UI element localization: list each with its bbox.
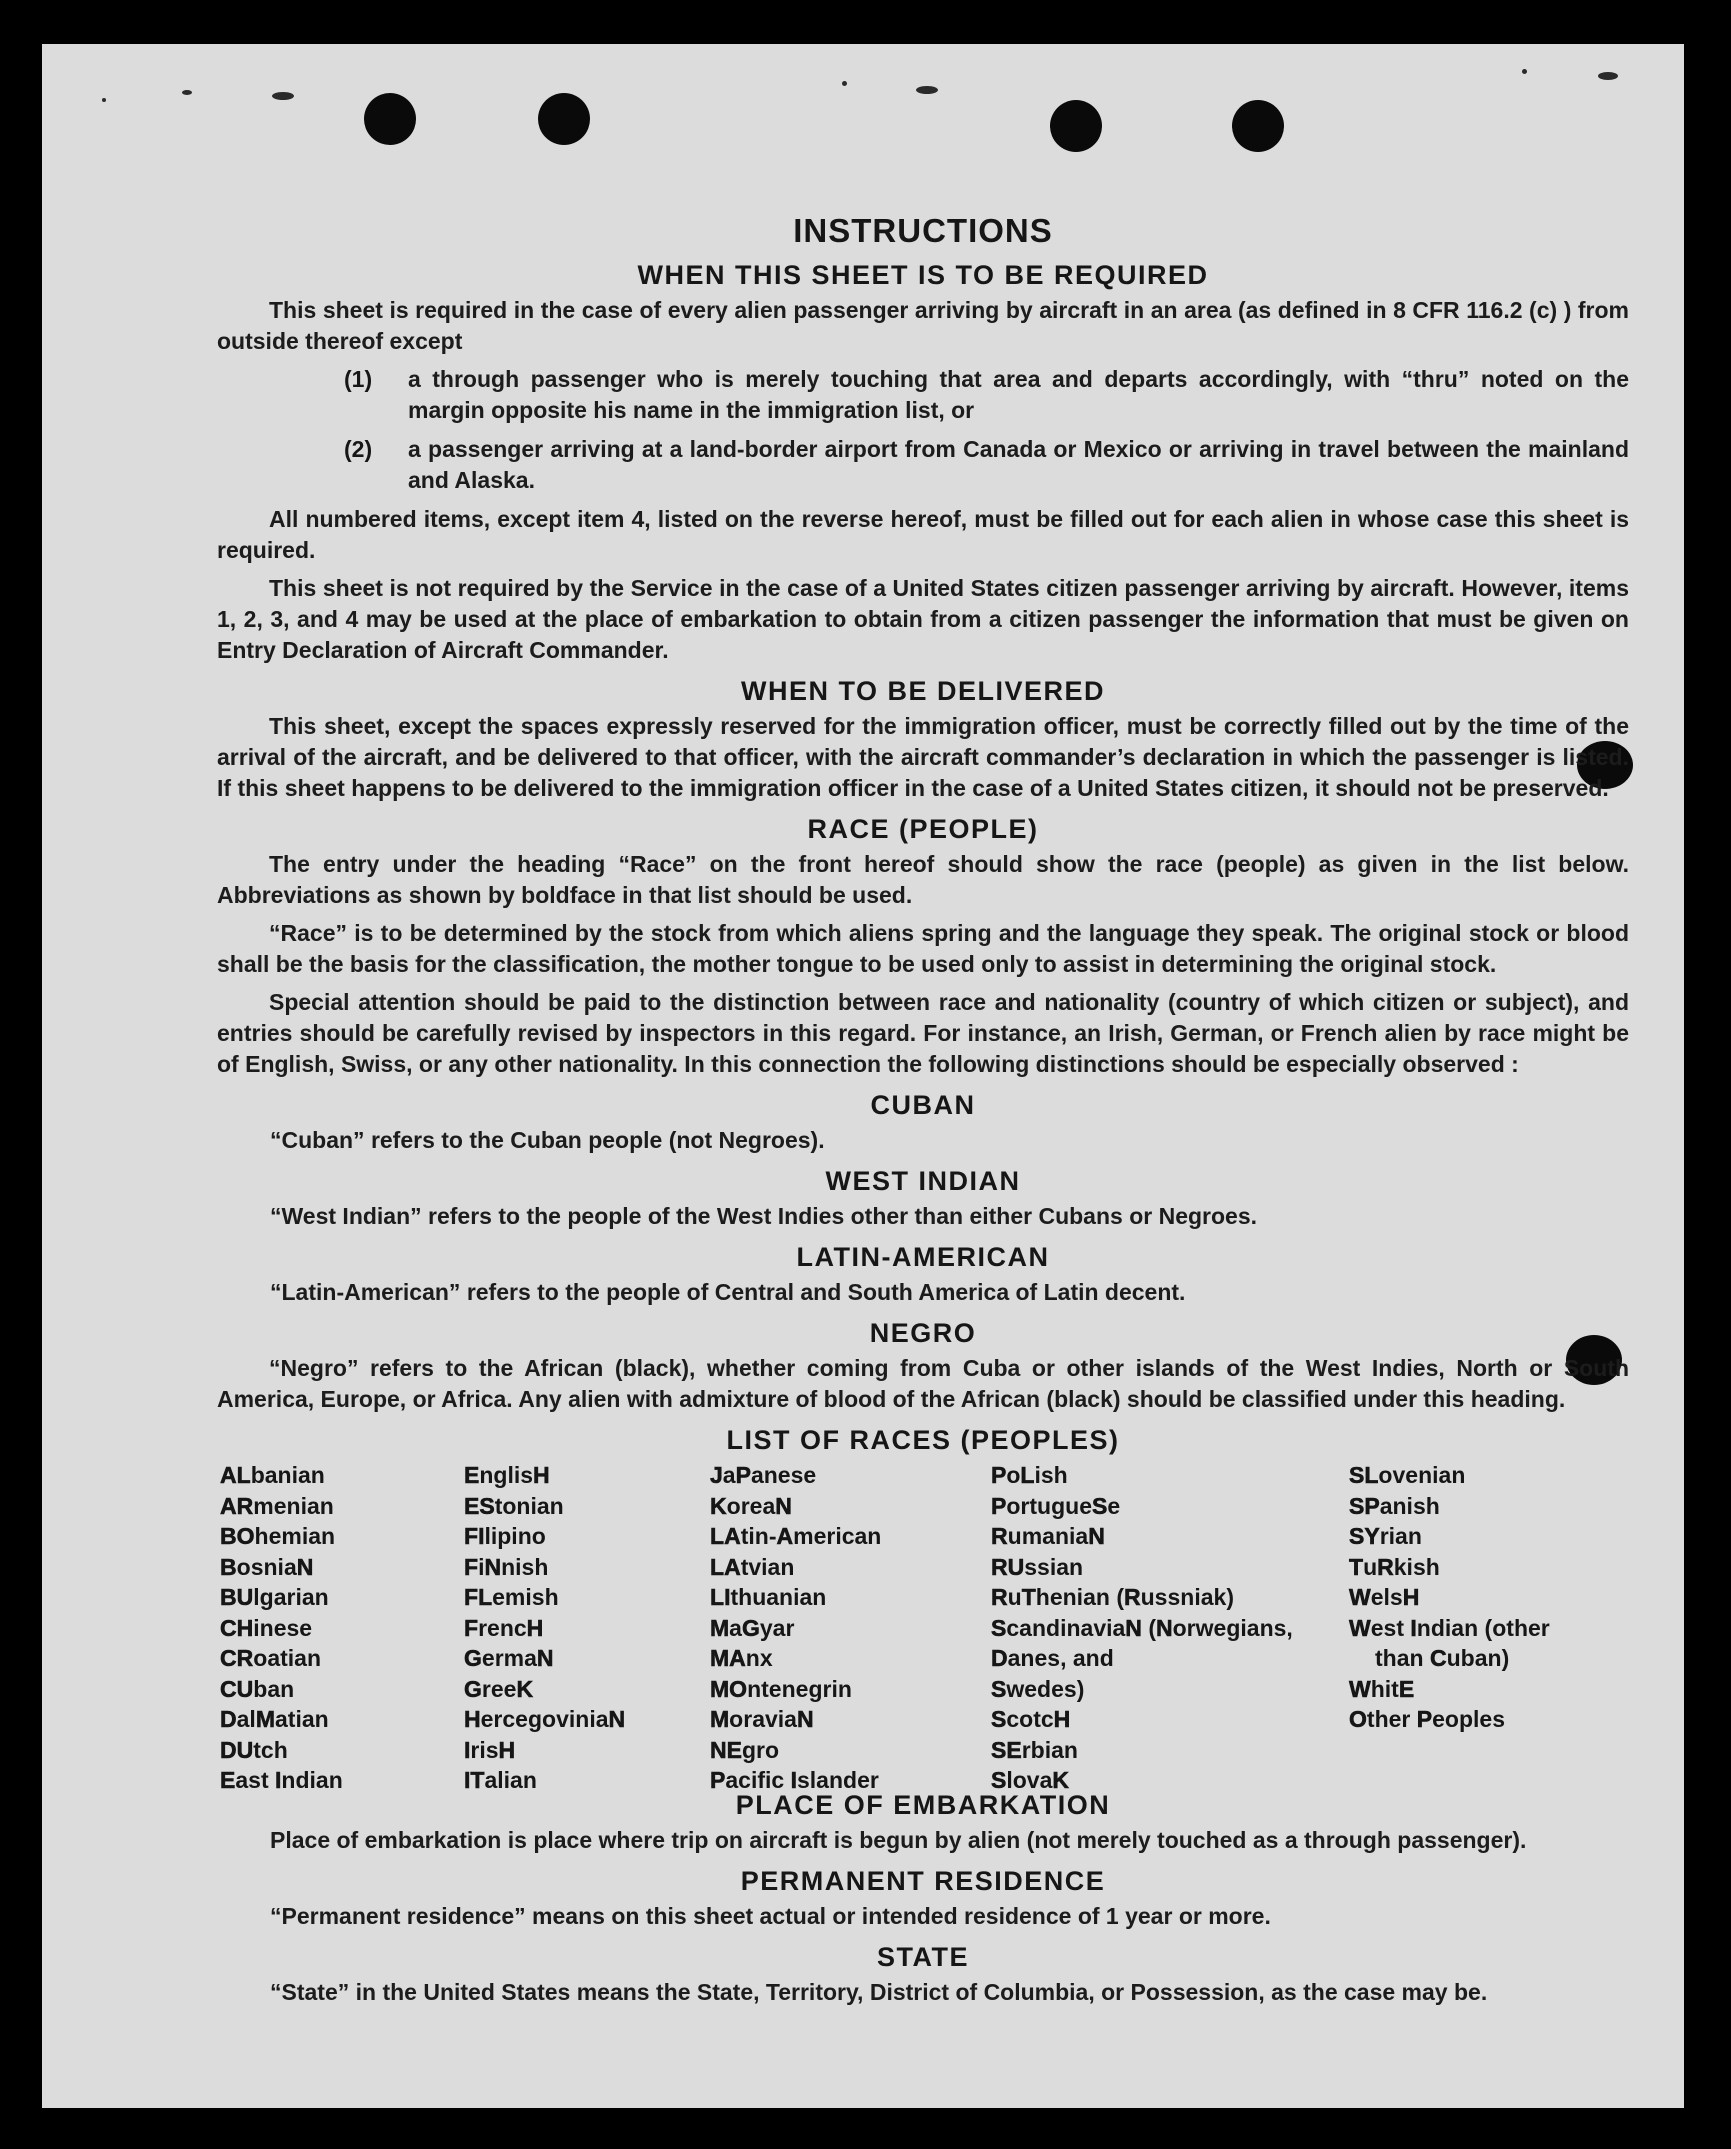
west-indian-definition: “West Indian” refers to the people of the West Indies other than either Cubans or Negroes. <box>270 1203 1258 1229</box>
race-entry: SPanish <box>1349 1492 1440 1519</box>
race-entry: MaGyar <box>710 1614 795 1641</box>
race-entry: GreeK <box>464 1675 534 1702</box>
race-entry: than Cuban) <box>1375 1645 1510 1671</box>
speck <box>916 86 938 94</box>
race-entry: LAtin-American <box>710 1523 882 1549</box>
race-entry: BosniaN <box>220 1553 314 1580</box>
speck <box>182 90 192 95</box>
speck <box>272 92 294 100</box>
race-entry: DUtch <box>220 1736 288 1763</box>
race-entry: Danes, and <box>991 1645 1114 1671</box>
race-entry: ARmenian <box>220 1492 334 1519</box>
races-column-3 <box>710 1460 881 1796</box>
race-entry: JaPanese <box>710 1462 817 1488</box>
race-entry: TuRkish <box>1349 1553 1440 1580</box>
race-entry: LIthuanian <box>710 1584 827 1610</box>
race-entry: HercegoviniaN <box>464 1706 626 1732</box>
punch-hole <box>1050 100 1102 152</box>
when-delivered-text: This sheet, except the spaces expressly reserved for the immigration officer, must be correctly filled out by the time of the arrival of the aircraft, and be delivered to that officer, with the aircraft commander’s declaration in which the passenger is listed. If this sheet happens to be delivered to the immigration officer in the case of a United States citizen, it should not be preserved. <box>217 713 1629 801</box>
race-entry: ITalian <box>464 1767 537 1793</box>
when-required-heading: WHEN THIS SHEET IS TO BE REQUIRED <box>637 260 1209 290</box>
races-column-1 <box>220 1460 343 1796</box>
latin-american-heading: LATIN-AMERICAN <box>796 1242 1050 1272</box>
races-list-heading: LIST OF RACES (PEOPLES) <box>726 1425 1120 1455</box>
race-entry: RUssian <box>991 1553 1084 1580</box>
cuban-heading: CUBAN <box>870 1090 976 1120</box>
races-column-4 <box>991 1460 1293 1796</box>
speck <box>1522 69 1527 74</box>
race-entry: BUlgarian <box>220 1584 329 1610</box>
numbered-items-paragraph: All numbered items, except item 4, listed on the reverse hereof, must be filled out for each alien in whose case this sheet is required. <box>217 506 1629 563</box>
race-entry: ScotcH <box>991 1706 1071 1732</box>
punch-hole <box>538 93 590 145</box>
document-page <box>42 44 1684 2108</box>
race-entry: WhitE <box>1349 1675 1415 1702</box>
state-definition: “State” in the United States means the State, Territory, District of Columbia, or Possession, as the case may be. <box>270 1979 1488 2005</box>
exception-item <box>217 434 1629 496</box>
race-entry: West Indian (other <box>1349 1614 1550 1641</box>
exception-text: a passenger arriving at a land-border airport from Canada or Mexico or arriving in travel between the mainland and Alaska. <box>408 436 1629 493</box>
cuban-definition: “Cuban” refers to the Cuban people (not Negroes). <box>270 1127 825 1153</box>
race-paragraph-2: “Race” is to be determined by the stock from which aliens spring and the language they speak. The original stock or blood shall be the basis for the classification, the mother tongue to be used only to assist in determining the original stock. <box>217 920 1629 977</box>
residence-definition: “Permanent residence” means on this sheet actual or intended residence of 1 year or more. <box>270 1903 1271 1929</box>
embarkation-heading: PLACE OF EMBARKATION <box>735 1790 1111 1820</box>
race-entry: CUban <box>220 1675 295 1702</box>
race-entry: SYrian <box>1349 1523 1422 1549</box>
race-entry: BOhemian <box>220 1523 336 1549</box>
race-entry: EStonian <box>464 1492 564 1519</box>
race-entry: RumaniaN <box>991 1523 1105 1549</box>
when-delivered-heading: WHEN TO BE DELIVERED <box>740 676 1106 706</box>
race-entry: KoreaN <box>710 1492 792 1519</box>
race-entry: MOntenegrin <box>710 1675 852 1702</box>
race-entry: FIlipino <box>464 1523 546 1549</box>
race-entry: GermaN <box>464 1645 554 1671</box>
punch-hole <box>364 93 416 145</box>
races-column-5 <box>1349 1460 1550 1735</box>
race-paragraph-1: The entry under the heading “Race” on the front hereof should show the race (people) as given in the list below. Abbreviations as shown by boldface in that list should be used. <box>217 851 1629 908</box>
negro-definition: “Negro” refers to the African (black), whether coming from Cuba or other islands of the West Indies, North or South America, Europe, or Africa. Any alien with admixture of blood of the African (black) should be classified under this heading. <box>217 1355 1629 1412</box>
race-entry: NEgro <box>710 1736 780 1763</box>
race-entry: EnglisH <box>464 1462 550 1488</box>
race-entry: CRoatian <box>220 1645 322 1671</box>
race-entry: FrencH <box>464 1614 544 1641</box>
race-paragraph-3: Special attention should be paid to the distinction between race and nationality (country of which citizen or subject), and entries should be carefully revised by inspectors in this regard. For instance, an Irish, German, or French alien by race might be of English, Swiss, or any other nationality. In this connection the following distinctions should be especially observed : <box>217 989 1629 1077</box>
residence-heading: PERMANENT RESIDENCE <box>740 1866 1106 1896</box>
race-entry: PortugueSe <box>991 1492 1121 1519</box>
race-entry: ALbanian <box>220 1462 325 1488</box>
race-entry: MoraviaN <box>710 1706 814 1732</box>
race-entry: Swedes) <box>991 1675 1085 1702</box>
races-list <box>217 1460 1629 1793</box>
race-entry: LAtvian <box>710 1553 795 1580</box>
exception-number: (1) <box>344 366 373 392</box>
latin-american-definition: “Latin-American” refers to the people of Central and South America of Latin decent. <box>270 1279 1186 1305</box>
race-entry: PoLish <box>991 1462 1068 1488</box>
race-entry: FiNnish <box>464 1553 549 1580</box>
race-entry: MAnx <box>710 1645 773 1671</box>
embarkation-definition: Place of embarkation is place where trip on aircraft is begun by alien (not merely touched as a through passenger). <box>270 1827 1527 1853</box>
race-entry: CHinese <box>220 1614 313 1641</box>
race-entry: WelsH <box>1349 1584 1420 1610</box>
race-entry: SLovenian <box>1349 1462 1466 1488</box>
speck <box>1598 72 1618 80</box>
race-entry: DalMatian <box>220 1706 329 1732</box>
punch-hole <box>1232 100 1284 152</box>
when-required-intro: This sheet is required in the case of every alien passenger arriving by aircraft in an area (as defined in 8 CFR 116.2 (c) ) from outside thereof except <box>217 297 1629 354</box>
race-entry: FLemish <box>464 1584 559 1610</box>
race-entry: SlovaK <box>991 1767 1070 1793</box>
race-heading: RACE (PEOPLE) <box>807 814 1039 844</box>
page-title: INSTRUCTIONS <box>793 212 1053 249</box>
race-entry: Other Peoples <box>1349 1706 1506 1732</box>
race-entry: ScandinaviaN (Norwegians, <box>991 1614 1293 1641</box>
exception-text: a through passenger who is merely touching that area and departs accordingly, with “thru” noted on the margin opposite his name in the immigration list, or <box>408 366 1629 423</box>
state-heading: STATE <box>877 1942 969 1972</box>
race-entry: East Indian <box>220 1767 343 1793</box>
races-column-2 <box>464 1460 625 1796</box>
race-entry: Pacific Islander <box>710 1767 879 1793</box>
instructions-content <box>217 212 1629 2012</box>
exception-item <box>217 364 1629 426</box>
speck <box>842 81 847 86</box>
race-entry: RuThenian (Russniak) <box>991 1584 1234 1610</box>
race-entry: SErbian <box>991 1736 1078 1763</box>
speck <box>102 98 106 102</box>
race-entry: IrisH <box>464 1736 516 1763</box>
west-indian-heading: WEST INDIAN <box>825 1166 1021 1196</box>
citizen-paragraph: This sheet is not required by the Service in the case of a United States citizen passenger arriving by aircraft. However, items 1, 2, 3, and 4 may be used at the place of embarkation to obtain from a citizen passenger the information that must be given on Entry Declaration of Aircraft Commander. <box>217 575 1629 663</box>
negro-heading: NEGRO <box>869 1318 977 1348</box>
exception-number: (2) <box>344 436 373 462</box>
